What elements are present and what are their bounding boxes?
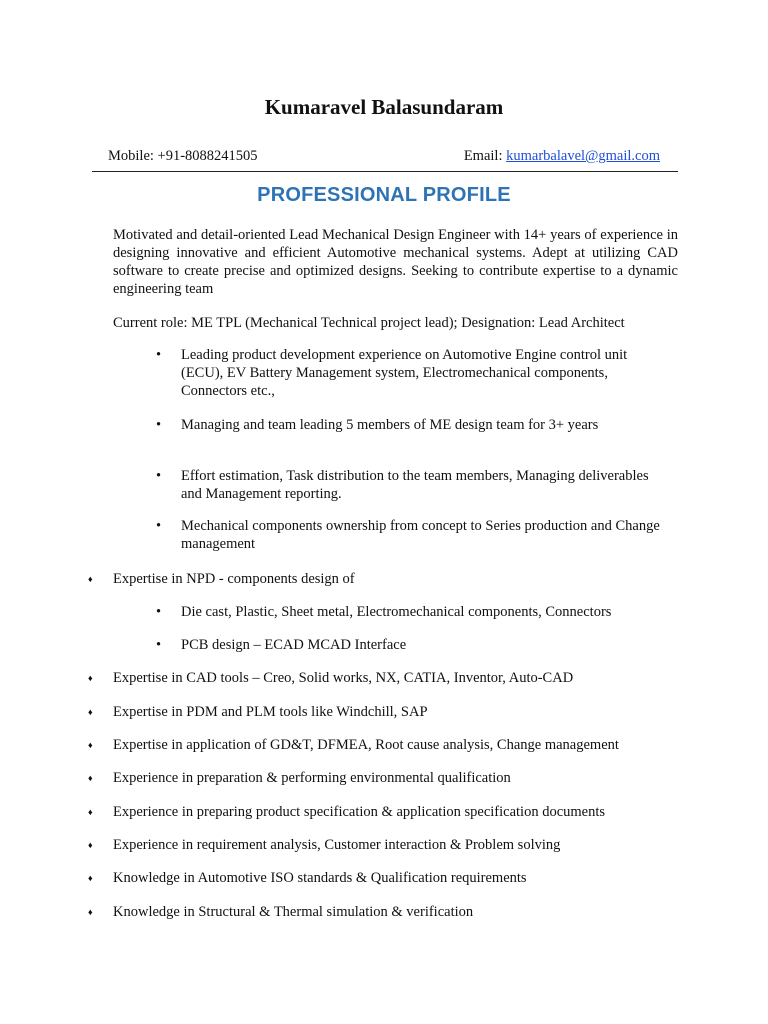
skill-item	[88, 803, 688, 821]
npd-label: Expertise in NPD - components design of	[113, 571, 355, 587]
role-item-text: Leading product development experience on Automotive Engine control unit (ECU), EV Battery Management system, Electromechanical components, Connectors etc.,	[181, 347, 628, 399]
bullet-dot-icon: •	[156, 347, 162, 363]
diamond-bullet-icon: ♦	[88, 707, 93, 717]
diamond-bullet-icon: ♦	[88, 773, 93, 783]
bullet-dot-icon: •	[156, 417, 162, 433]
bullet-dot-icon: •	[156, 468, 162, 484]
npd-sub-item-text: Die cast, Plastic, Sheet metal, Electromechanical components, Connectors	[181, 604, 612, 620]
skill-text: Knowledge in Structural & Thermal simulation & verification	[113, 904, 474, 920]
skill-item	[88, 836, 688, 854]
role-item-text: Managing and team leading 5 members of ME design team for 3+ years	[181, 417, 599, 433]
profile-summary: Motivated and detail-oriented Lead Mechanical Design Engineer with 14+ years of experience in designing innovative and efficient Automotive mechanical systems. Adept at utilizing CAD software to create precise and optimized designs. Seeking to contribute expertise to a dynamic engineering team	[113, 227, 678, 297]
role-item-text: Effort estimation, Task distribution to the team members, Managing deliverables and Management reporting.	[181, 468, 649, 502]
skill-text: Experience in preparing product specification & application specification documents	[113, 804, 606, 820]
email-link[interactable]: kumarbalavel@gmail.com	[506, 148, 660, 164]
email-label: Email:	[463, 148, 507, 164]
diamond-bullet-icon: ♦	[88, 807, 93, 817]
diamond-bullet-icon: ♦	[88, 574, 93, 584]
skill-text: Expertise in PDM and PLM tools like Windchill, SAP	[113, 704, 428, 720]
diamond-bullet-icon: ♦	[88, 840, 93, 850]
header-divider	[92, 171, 678, 172]
skill-text: Expertise in CAD tools – Creo, Solid works, NX, CATIA, Inventor, Auto-CAD	[113, 670, 574, 686]
npd-item	[88, 570, 688, 588]
skill-item	[88, 736, 688, 754]
skill-item	[88, 669, 688, 687]
bullet-dot-icon: •	[156, 637, 162, 653]
skill-item	[88, 703, 688, 721]
diamond-bullet-icon: ♦	[88, 873, 93, 883]
skill-text: Knowledge in Automotive ISO standards & Qualification requirements	[113, 870, 527, 886]
diamond-bullet-icon: ♦	[88, 740, 93, 750]
skill-item	[88, 903, 688, 921]
skill-item	[88, 769, 688, 787]
mobile-number: Mobile: +91-8088241505	[108, 148, 258, 164]
role-item-text: Mechanical components ownership from concept to Series production and Change management	[181, 518, 660, 552]
diamond-bullet-icon: ♦	[88, 673, 93, 683]
skill-text: Experience in requirement analysis, Customer interaction & Problem solving	[113, 837, 561, 853]
current-role: Current role: ME TPL (Mechanical Technical project lead); Designation: Lead Architect	[113, 315, 625, 331]
section-heading: PROFESSIONAL PROFILE	[257, 184, 511, 206]
skill-item	[88, 869, 688, 887]
bullet-dot-icon: •	[156, 518, 162, 534]
skill-text: Expertise in application of GD&T, DFMEA, Root cause analysis, Change management	[113, 737, 619, 753]
candidate-name: Kumaravel Balasundaram	[264, 95, 504, 119]
email-line	[464, 146, 660, 166]
bullet-dot-icon: •	[156, 604, 162, 620]
diamond-bullet-icon: ♦	[88, 907, 93, 917]
skill-text: Experience in preparation & performing environmental qualification	[113, 770, 511, 786]
contact-row	[108, 146, 660, 166]
npd-sub-item-text: PCB design – ECAD MCAD Interface	[181, 637, 407, 653]
